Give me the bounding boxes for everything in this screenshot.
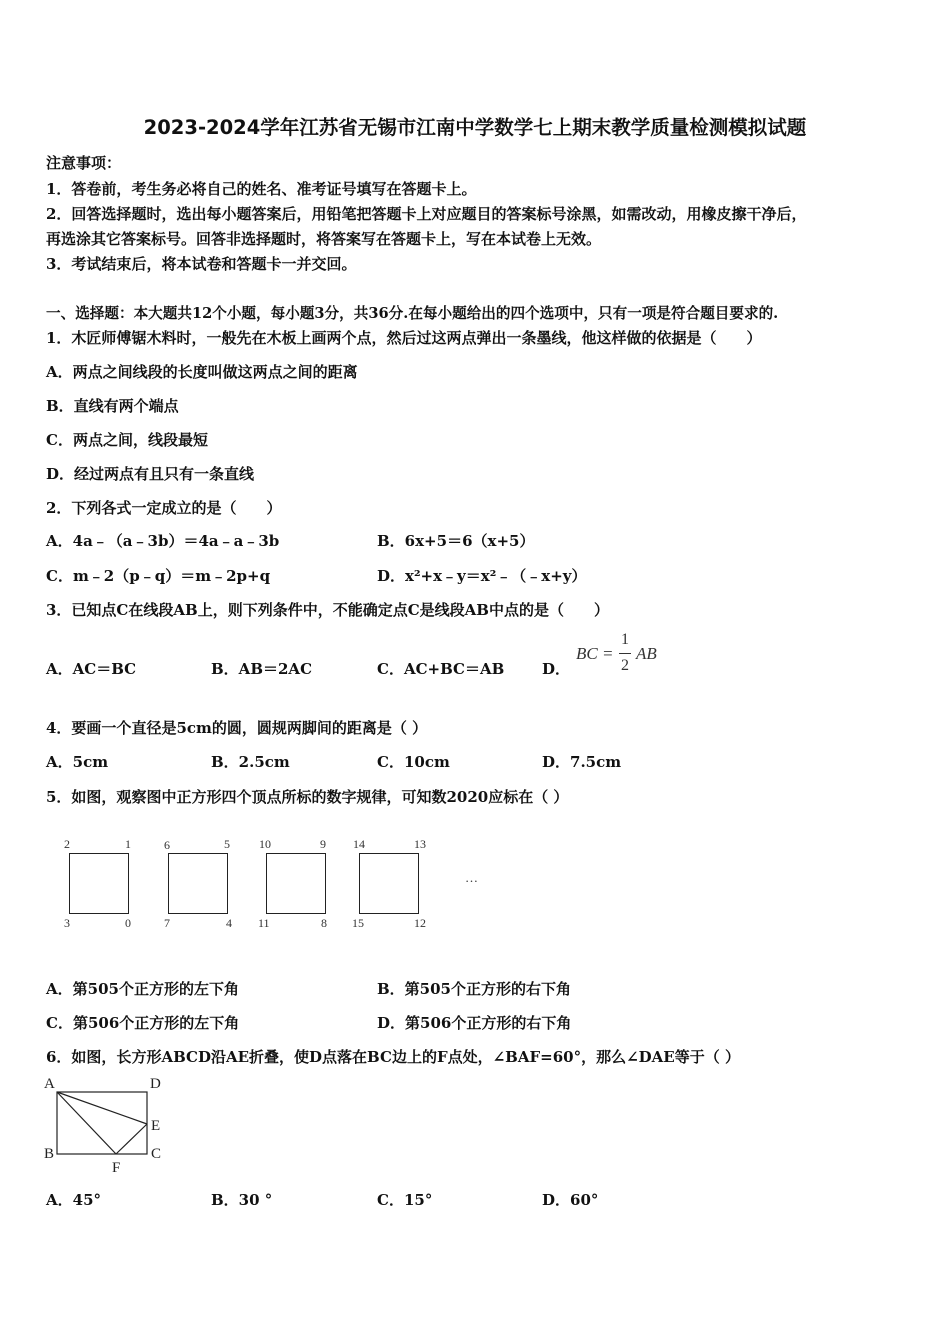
option-a: A．两点之间线段的长度叫做这两点之间的距离 <box>46 363 358 381</box>
vertex-label: 13 <box>414 837 426 851</box>
notice-item: 2．回答选择题时，选出每小题答案后，用铅笔把答题卡上对应题目的答案标号涂黑，如需改动，用橡皮擦干净后， <box>46 205 807 223</box>
fraction-bar <box>619 653 631 654</box>
page-title: 2023-2024学年江苏省无锡市江南中学数学七上期末教学质量检测模拟试题 <box>143 116 807 139</box>
question-stem: 1．木匠师傅锯木料时，一般先在木板上画两个点，然后过这两点弹出一条墨线，他这样做的依据是（ ） <box>46 329 762 347</box>
vertex-label: 0 <box>125 916 131 930</box>
option-a: A．第505个正方形的左下角 <box>46 980 239 998</box>
point-label-a: A <box>44 1076 55 1092</box>
option-c: C．10cm <box>377 753 450 771</box>
option-a: A．4a﹣（a﹣3b）＝4a﹣a﹣3b <box>46 532 280 550</box>
question-stem: 5．如图，观察图中正方形四个顶点所标的数字规律，可知数2020应标在（ ） <box>46 788 569 806</box>
ellipsis: … <box>465 870 478 885</box>
vertex-label: 5 <box>224 837 230 851</box>
option-c: C．AC+BC＝AB <box>377 660 505 678</box>
vertex-label: 2 <box>64 837 70 851</box>
option-a: A．45° <box>46 1191 102 1209</box>
question-stem: 6．如图，长方形ABCD沿AE折叠，使D点落在BC边上的F点处，∠BAF=60°，那么∠DAE等于（ ） <box>46 1048 740 1066</box>
option-a: A．5cm <box>46 753 109 771</box>
square-figure <box>359 853 419 914</box>
option-c: C．m﹣2（p﹣q）＝m﹣2p+q <box>46 567 271 585</box>
formula-lhs: BC = <box>576 644 614 663</box>
point-label-f: F <box>112 1160 121 1176</box>
vertex-label: 11 <box>258 916 270 930</box>
vertex-label: 1 <box>125 837 131 851</box>
option-b: B．2.5cm <box>211 753 290 771</box>
vertex-label: 9 <box>320 837 326 851</box>
vertex-label: 6 <box>164 838 170 852</box>
vertex-label: 12 <box>414 916 426 930</box>
fraction-denominator: 2 <box>621 657 629 674</box>
point-label-e: E <box>151 1118 161 1134</box>
option-d: D．第506个正方形的右下角 <box>377 1014 572 1032</box>
vertex-label: 3 <box>64 916 70 930</box>
vertex-label: 8 <box>321 916 327 930</box>
vertex-label: 10 <box>259 837 271 851</box>
square-figure <box>168 853 228 914</box>
option-b: B．直线有两个端点 <box>46 397 179 415</box>
option-b: B．6x+5＝6（x+5） <box>377 532 535 550</box>
option-b: B．30 ° <box>211 1191 273 1209</box>
square-figure <box>266 853 326 914</box>
option-d: D．经过两点有且只有一条直线 <box>46 465 255 483</box>
question-stem: 2．下列各式一定成立的是（ ） <box>46 499 282 517</box>
notice-item: 1．答卷前，考生务必将自己的姓名、准考证号填写在答题卡上。 <box>46 180 477 198</box>
option-b: B．AB＝2AC <box>211 660 313 678</box>
option-d: D． <box>542 660 571 678</box>
option-b: B．第505个正方形的右下角 <box>377 980 571 998</box>
vertex-label: 7 <box>164 916 170 930</box>
notice-heading: 注意事项： <box>46 154 122 172</box>
vertex-label: 15 <box>352 916 364 930</box>
notice-item: 再选涂其它答案标号。回答非选择题时，将答案写在答题卡上，写在本试卷上无效。 <box>46 230 602 248</box>
fraction-numerator: 1 <box>621 631 629 648</box>
vertex-label: 4 <box>226 916 232 930</box>
point-label-c: C <box>151 1146 162 1162</box>
option-c: C．两点之间，线段最短 <box>46 431 208 449</box>
point-label-d: D <box>150 1076 161 1092</box>
formula-rhs: AB <box>636 644 657 663</box>
question-stem: 4．要画一个直径是5cm的圆，圆规两脚间的距离是（ ） <box>46 719 428 737</box>
option-d: D．x²+x﹣y＝x²﹣（﹣x+y） <box>377 567 587 585</box>
square-figure <box>69 853 129 914</box>
option-d: D．60° <box>542 1191 599 1209</box>
option-a: A．AC＝BC <box>46 660 137 678</box>
section-heading: 一、选择题：本大题共12个小题，每小题3分，共36分.在每小题给出的四个选项中，只有一项是符合题目要求的. <box>46 305 779 322</box>
option-c: C．第506个正方形的左下角 <box>46 1014 240 1032</box>
question-stem: 3．已知点C在线段AB上，则下列条件中，不能确定点C是线段AB中点的是（ ） <box>46 601 609 619</box>
notice-item: 3．考试结束后，将本试卷和答题卡一并交回。 <box>46 255 357 273</box>
option-d: D．7.5cm <box>542 753 622 771</box>
option-c: C．15° <box>377 1191 433 1209</box>
vertex-label: 14 <box>353 837 365 851</box>
point-label-b: B <box>44 1146 55 1162</box>
